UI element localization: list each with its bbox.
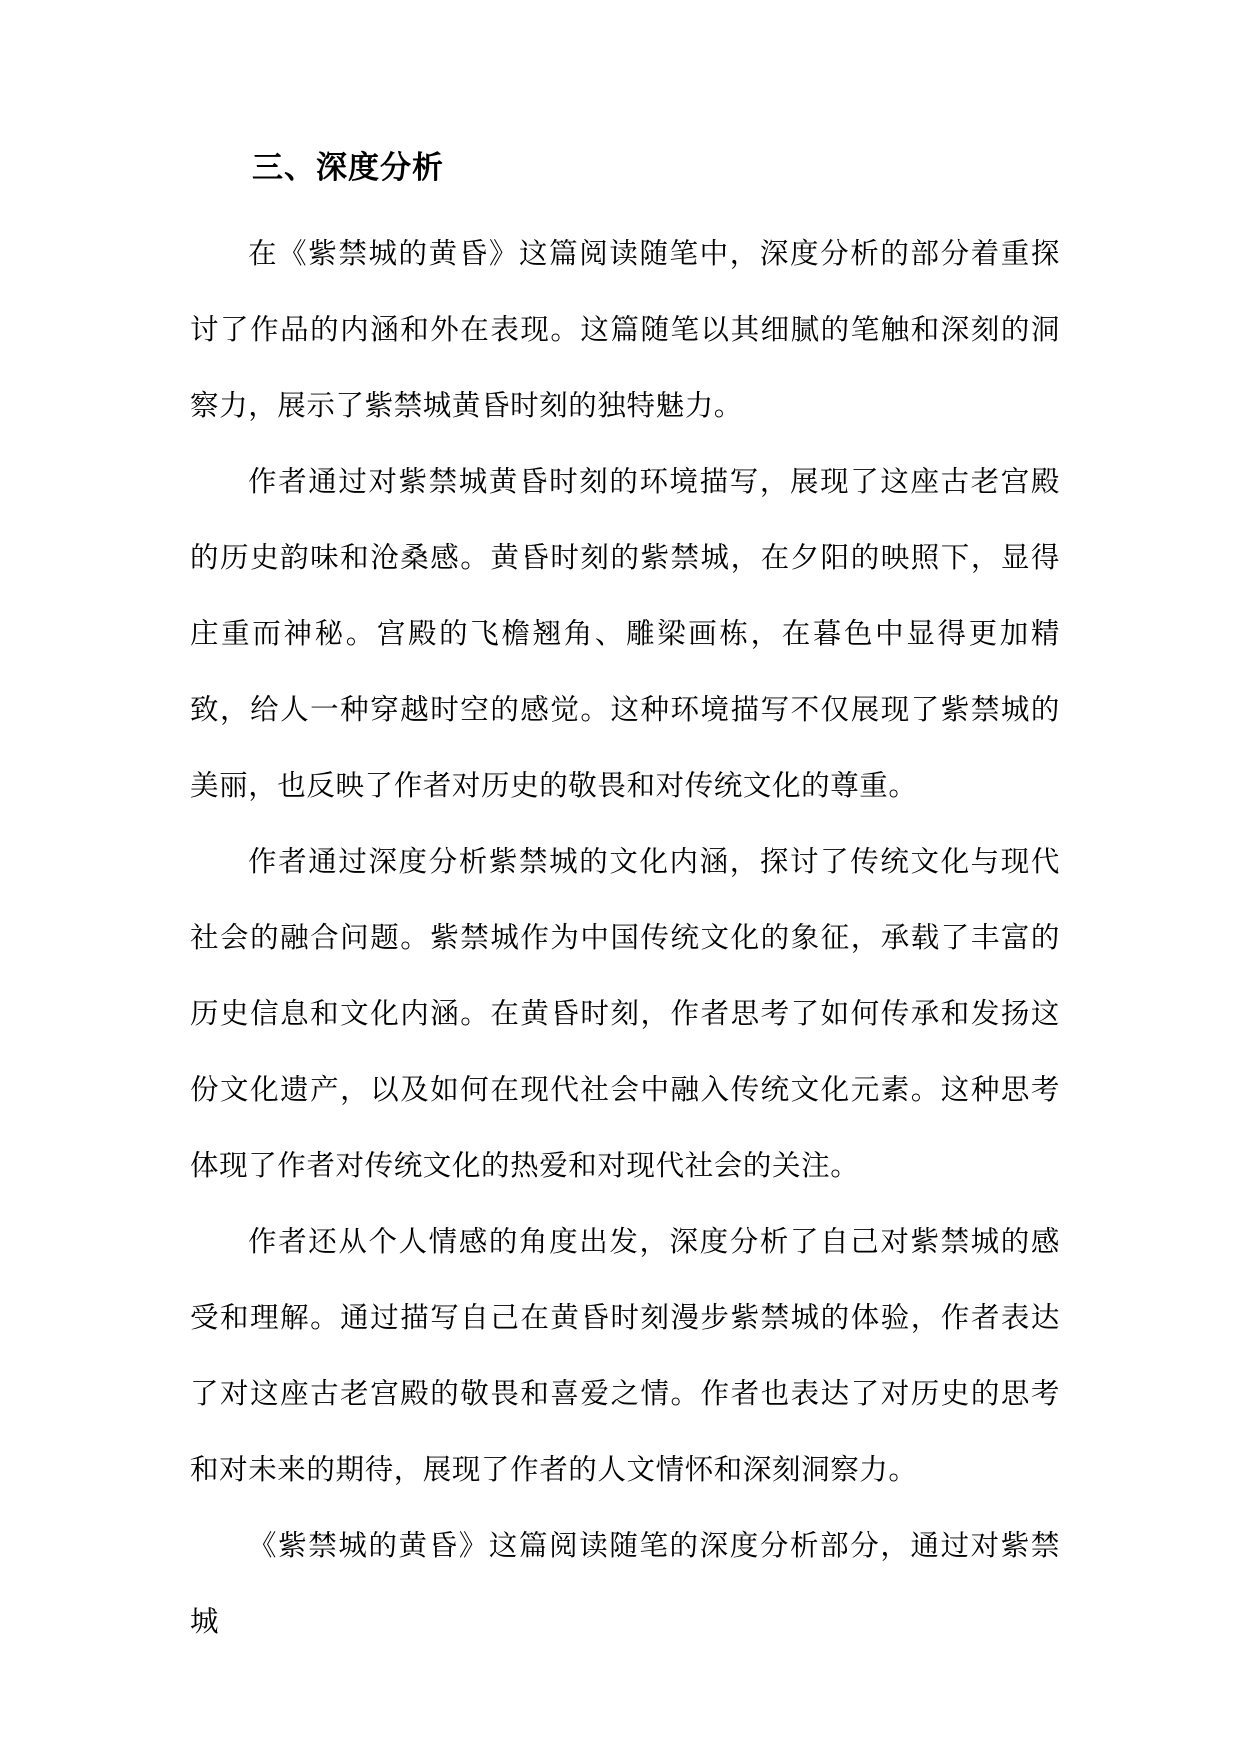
paragraph-emotion: 作者还从个人情感的角度出发，深度分析了自己对紫禁城的感受和理解。通过描写自己在黄昏时刻漫步紫禁城的体验，作者表达了对这座古老宫殿的敬畏和喜爱之情。作者也表达了对历史的思考和对未来的期待，展现了作者的人文情怀和深刻洞察力。 bbox=[190, 1225, 1060, 1486]
document-page bbox=[190, 146, 1060, 1660]
paragraph-summary: 《紫禁城的黄昏》这篇阅读随笔的深度分析部分，通过对紫禁城 bbox=[190, 1529, 1060, 1638]
paragraph-intro: 在《紫禁城的黄昏》这篇阅读随笔中，深度分析的部分着重探讨了作品的内涵和外在表现。这篇随笔以其细腻的笔触和深刻的洞察力，展示了紫禁城黄昏时刻的独特魅力。 bbox=[190, 237, 1060, 422]
section-heading: 三、深度分析 bbox=[252, 150, 444, 186]
paragraph-culture: 作者通过深度分析紫禁城的文化内涵，探讨了传统文化与现代社会的融合问题。紫禁城作为中国传统文化的象征，承载了丰富的历史信息和文化内涵。在黄昏时刻，作者思考了如何传承和发扬这份文化遗产，以及如何在现代社会中融入传统文化元素。这种思考体现了作者对传统文化的热爱和对现代社会的关注。 bbox=[190, 845, 1060, 1182]
paragraph-environment: 作者通过对紫禁城黄昏时刻的环境描写，展现了这座古老宫殿的历史韵味和沧桑感。黄昏时刻的紫禁城，在夕阳的映照下，显得庄重而神秘。宫殿的飞檐翘角、雕梁画栋，在暮色中显得更加精致，给人一种穿越时空的感觉。这种环境描写不仅展现了紫禁城的美丽，也反映了作者对历史的敬畏和对传统文化的尊重。 bbox=[190, 465, 1060, 802]
